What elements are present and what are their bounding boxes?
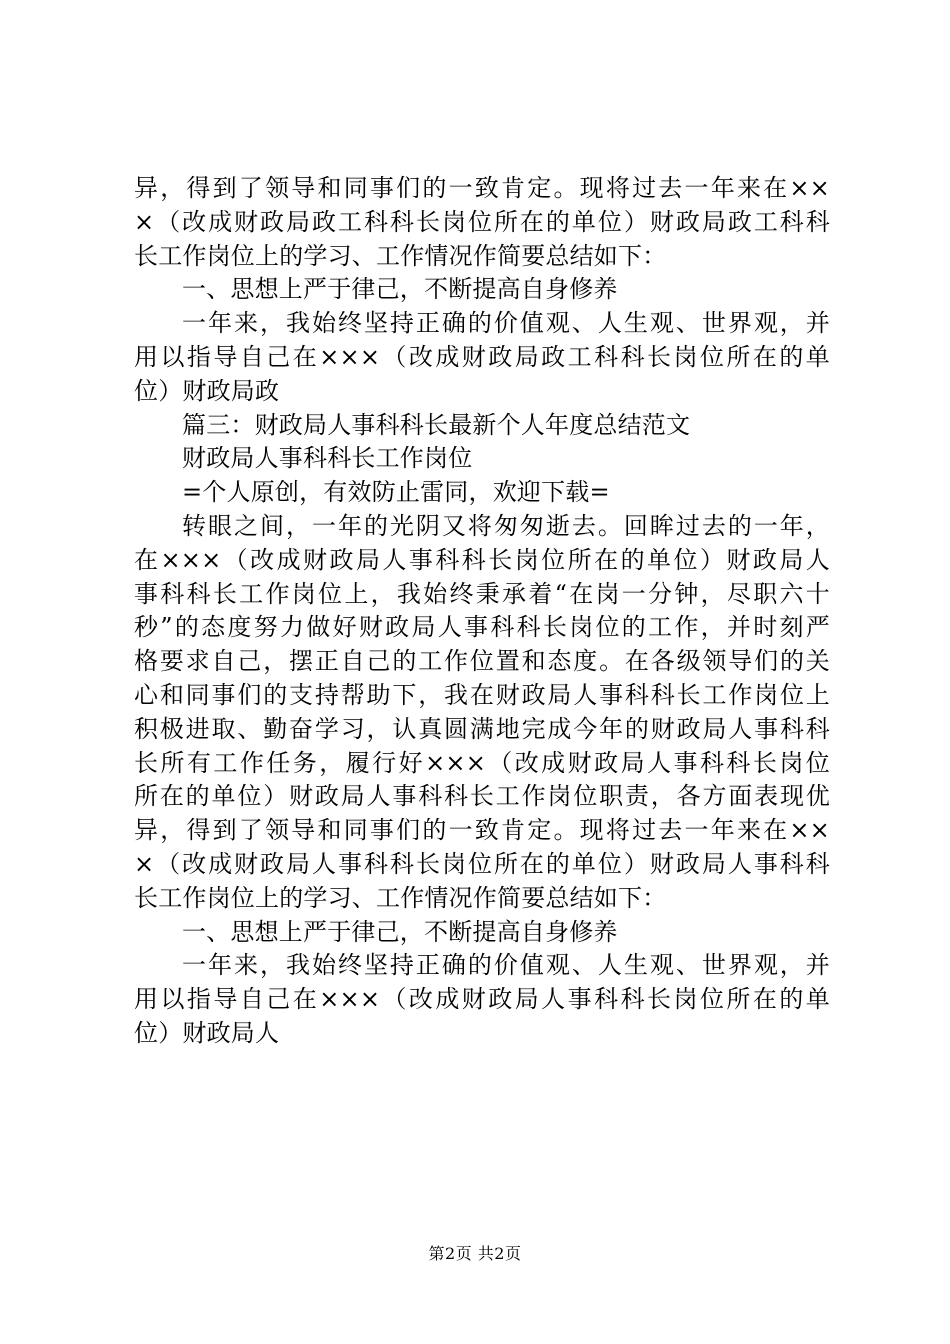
paragraph-line: 长工作岗位上的学习、工作情况作简要总结如下：	[134, 241, 667, 270]
page-footer: 第2页 共2页	[428, 1244, 522, 1263]
paragraph-line: 一年来，我始终坚持正确的价值观、人生观、世界观，并	[182, 309, 830, 338]
paragraph-line: 心和同事们的支持帮助下，我在财政局人事科科长工作岗位上	[134, 680, 830, 709]
paragraph-line: 财政局人事科科长工作岗位	[182, 444, 473, 473]
paragraph-line: 一、思想上严于律己，不断提高自身修养	[182, 275, 618, 304]
paragraph-line: 秒”的态度努力做好财政局人事科科长岗位的工作，并时刻严	[134, 613, 830, 642]
paragraph-line: 篇三：财政局人事科科长最新个人年度总结范文	[182, 410, 691, 439]
paragraph-line: 位）财政局政	[134, 376, 280, 405]
paragraph-line: 积极进取、勤奋学习，认真圆满地完成今年的财政局人事科科	[134, 714, 830, 743]
paragraph-line: 事科科长工作岗位上，我始终秉承着“在岗一分钟，尽职六十	[134, 579, 830, 608]
paragraph-line: 长所有工作任务，履行好×××（改成财政局人事科科长岗位	[134, 748, 830, 777]
paragraph-line: =个人原创，有效防止雷同，欢迎下载=	[182, 478, 610, 507]
paragraph-line: 所在的单位）财政局人事科科长工作岗位职责，各方面表现优	[134, 782, 830, 811]
paragraph-line: 长工作岗位上的学习、工作情况作简要总结如下：	[134, 883, 667, 912]
paragraph-line: ×（改成财政局人事科科长岗位所在的单位）财政局人事科科	[134, 849, 830, 878]
paragraph-line: 一、思想上严于律己，不断提高自身修养	[182, 917, 618, 946]
paragraph-line: 位）财政局人	[134, 1018, 280, 1047]
paragraph-line: 用以指导自己在×××（改成财政局人事科科长岗位所在的单	[134, 985, 830, 1014]
paragraph-line: 用以指导自己在×××（改成财政局政工科科长岗位所在的单	[134, 342, 830, 371]
paragraph-line: 异，得到了领导和同事们的一致肯定。现将过去一年来在××	[134, 816, 830, 845]
document-body	[134, 172, 830, 1051]
paragraph-line: 转眼之间，一年的光阴又将匆匆逝去。回眸过去的一年，	[182, 511, 830, 540]
paragraph-line: 在×××（改成财政局人事科科长岗位所在的单位）财政局人	[134, 545, 830, 574]
paragraph-line: 格要求自己，摆正自己的工作位置和态度。在各级领导们的关	[134, 647, 830, 676]
paragraph-line: ×（改成财政局政工科科长岗位所在的单位）财政局政工科科	[134, 207, 830, 236]
paragraph-line: 异，得到了领导和同事们的一致肯定。现将过去一年来在××	[134, 174, 830, 202]
paragraph-line: 一年来，我始终坚持正确的价值观、人生观、世界观，并	[182, 951, 830, 980]
